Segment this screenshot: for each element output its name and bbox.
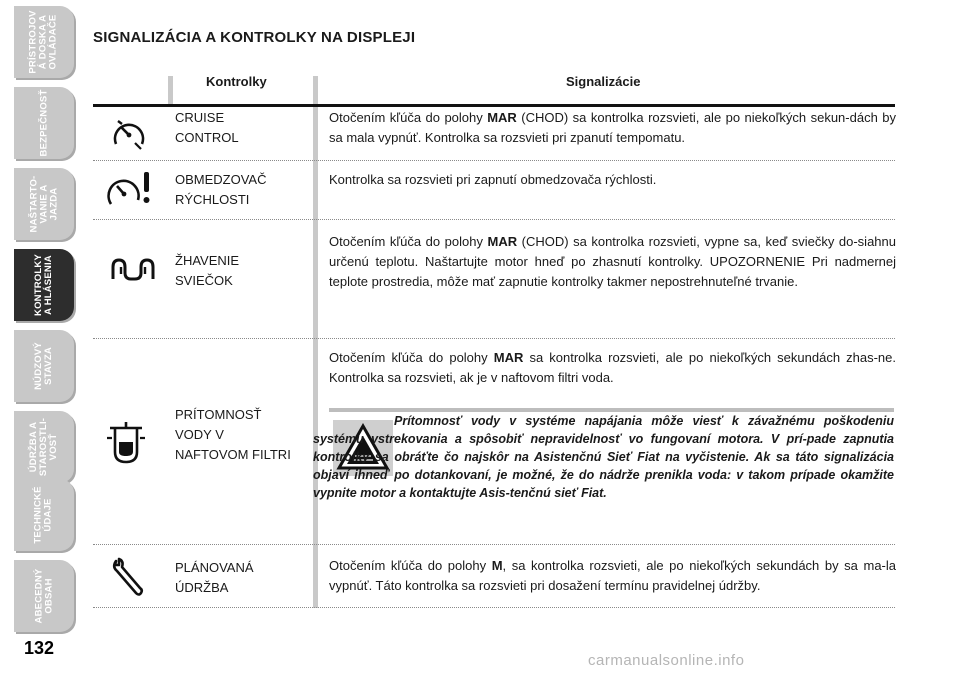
tab-label: NAŠTARTO- VANIE A JAZDA xyxy=(28,175,59,233)
tab-nastartovanie[interactable] xyxy=(14,168,74,240)
row-name: ŽHAVENIE SVIEČOK xyxy=(175,253,240,288)
row-name: CRUISE CONTROL xyxy=(175,110,239,145)
tab-bezpecnost[interactable] xyxy=(14,87,74,159)
row-description: Kontrolka sa rozsvieti pri zapnutí obmedzovača rýchlosti. xyxy=(329,172,657,187)
row-separator xyxy=(93,160,895,161)
tab-technicke-udaje[interactable] xyxy=(14,479,74,551)
tab-abecedny-obsah[interactable] xyxy=(14,560,74,632)
tab-udrzba[interactable] xyxy=(14,411,74,483)
glow-plug-icon xyxy=(109,257,157,283)
row-separator xyxy=(93,544,895,545)
row-name: PRÍTOMNOSŤ VODY V NAFTOVOM FILTRI xyxy=(175,407,291,462)
tab-label: KONTROLKY A HLÁSENIA xyxy=(33,254,54,316)
tab-label: ABECEDNÝ OBSAH xyxy=(32,568,54,624)
column-divider xyxy=(313,76,318,608)
warning-text: Prítomnosť vody v systéme napájania môže viesť k závažnému poškodeniu systému vstrekovania a spôsobiť nepravidelnosť vo fungovaní motora. V prí-pade zapnutia kontrolky sa obráťte čo najskôr na Asistenčnú Sieť Fiat na vyčistenie. Ak sa táto signalizácia objaví ihneď po dotankovaní, je možné, že do nádrže prenikla voda: v takom prípade okamžite vypnite motor a kontaktujte Asis-tenčnú sieť Fiat. xyxy=(313,414,894,500)
tab-label: TECHNICKÉ ÚDAJE xyxy=(33,486,54,544)
row-description: Otočením kľúča do polohy MAR (CHOD) sa kontrolka rozsvieti, vypne sa, keď sviečky do-siahnu určenú teplotu. Naštartujte motor hneď po zhasnutí kontrolky. UPOZORNENIE Pri nadmernej teplote prostredia, môže mať zapnutie kontrolky takmer nepostrehnuteľné trvanie. xyxy=(329,234,896,289)
tab-label: BEZPEČNOSŤ xyxy=(38,89,49,157)
row-description: Otočením kľúča do polohy MAR (CHOD) sa kontrolka rozsvieti, ale po niekoľkých sekun-dách by sa mala vypnúť. Kontrolka sa rozsvieti pri zpanutí tempomatu. xyxy=(329,110,896,145)
water-in-fuel-icon xyxy=(106,420,146,466)
header-kontrolky: Kontrolky xyxy=(206,74,267,89)
tab-kontrolky[interactable] xyxy=(14,249,74,321)
watermark: carmanualsonline.info xyxy=(588,652,745,669)
speed-limiter-icon xyxy=(106,170,156,210)
row-separator xyxy=(93,219,895,220)
header-signalizacie: Signalizácie xyxy=(566,74,641,89)
table-top-rule xyxy=(93,104,895,107)
row-separator xyxy=(93,338,895,339)
row-name: PLÁNOVANÁ ÚDRŽBA xyxy=(175,560,254,595)
row-name: OBMEDZOVAČ RÝCHLOSTI xyxy=(175,172,267,207)
tab-label: NÚDZOVÝ STAVZA xyxy=(32,342,54,390)
tab-pristrojova-doska[interactable] xyxy=(14,6,74,78)
row-description: Otočením kľúča do polohy M, sa kontrolka rozsvieti, ale po niekoľkých sekundách by sa ma-la vypnúť. Táto kontrolka sa rozsvieti pri dosažení termínu pravidelnej údržby. xyxy=(329,558,896,593)
page-number: 132 xyxy=(24,638,55,658)
tab-label: PRÍSTROJOV Á DOSKA A OVLÁDAČE xyxy=(28,10,59,74)
row-description: Otočením kľúča do polohy MAR sa kontrolka rozsvieti, ale po niekoľkých sekundách zhas-ne. Kontrolka sa rozsvieti, ak je v naftovom filtri voda. xyxy=(329,350,897,385)
side-tabs xyxy=(0,0,78,640)
column-divider xyxy=(168,76,173,104)
tab-label: ÚDRŽBA A STAROSTLI- VOSŤ xyxy=(27,417,59,477)
cruise-control-icon xyxy=(108,116,150,150)
row-separator xyxy=(93,607,895,608)
service-wrench-icon xyxy=(110,557,144,597)
tab-nudzovy-stav[interactable] xyxy=(14,330,74,402)
page-title: SIGNALIZÁCIA A KONTROLKY NA DISPLEJI xyxy=(93,29,416,46)
